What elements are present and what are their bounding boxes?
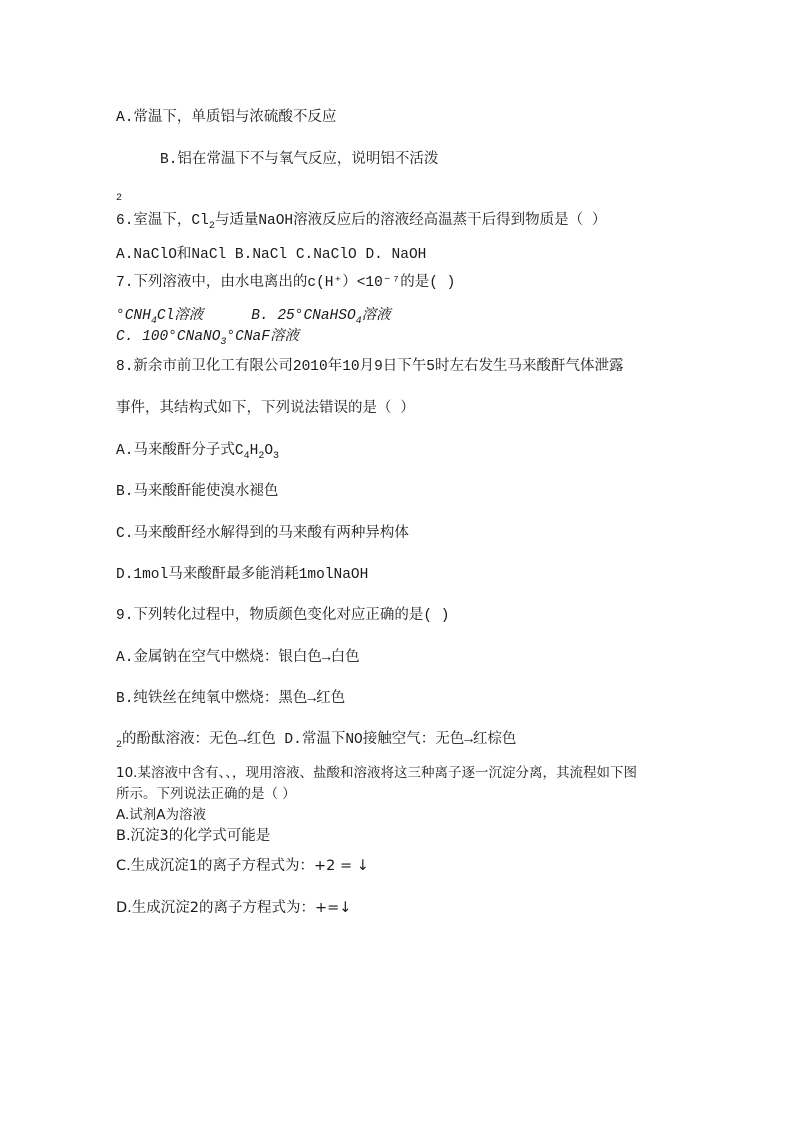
q7-b-post: 溶液 <box>361 308 391 324</box>
question-10-option-c: C.生成沉淀1的离子方程式为：+2 = ↓ <box>116 858 369 874</box>
question-10-option-a: A.试剂A为溶液 <box>116 807 207 823</box>
question-9-option-a: A.金属钠在空气中燃烧：银白色→白色 <box>116 650 360 666</box>
q9-cd-sub: 2 <box>116 739 123 751</box>
question-10-option-d: D.生成沉淀2的离子方程式为：+=↓ <box>116 900 352 916</box>
q7-a-mid: Cl溶液 <box>156 308 204 324</box>
q9-cd-text: 的酚酞溶液：无色→红色 D.常温下NO接触空气：无色→红棕色 <box>122 732 517 748</box>
question-8-option-c: C.马来酸酐经水解得到的马来酸有两种异构体 <box>116 526 409 542</box>
question-10-line1: 10.某溶液中含有、、，现用溶液、盐酸和溶液将这三种离子逐一沉淀分离，其流程如下图 <box>116 765 637 781</box>
q6-subscript: 2 <box>208 220 215 232</box>
question-8-option-d: D.1mol马来酸酐最多能消耗1molNaOH <box>116 567 369 583</box>
q7-a-sub: 4 <box>150 315 157 327</box>
option-a-aluminum: A.常温下，单质铝与浓硫酸不反应 <box>116 110 337 126</box>
q7-b-sub: 4 <box>355 315 362 327</box>
question-7-options-cd <box>116 328 299 352</box>
question-8-option-b: B.马来酸酐能使溴水褪色 <box>116 484 279 500</box>
question-9-option-b: B.纯铁丝在纯氧中燃烧：黑色→红色 <box>116 691 346 707</box>
question-8-line1: 8.新余市前卫化工有限公司2010年10月9日下午5时左右发生马来酸酐气体泄露 <box>116 359 624 375</box>
question-8-line2: 事件，其结构式如下，下列说法错误的是（ ） <box>116 401 415 417</box>
q6-text-pre: 6.室温下，Cl <box>116 213 209 229</box>
q7-b-pre: B. 25°CNaHSO <box>251 308 356 324</box>
q7-c-pre: C. 100°CNaNO <box>116 329 221 345</box>
q6-text-post: 与适量NaOH溶液反应后的溶液经高温蒸干后得到物质是（ ） <box>214 213 607 229</box>
question-9: 9.下列转化过程中，物质颜色变化对应正确的是( ) <box>116 608 450 624</box>
q8-a-mid: H <box>249 443 259 459</box>
question-6-options: A.NaClO和NaCl B.NaCl C.NaClO D. NaOH <box>116 247 427 263</box>
question-10-line2: 所示。下列说法正确的是（ ） <box>116 786 296 802</box>
question-9-options-cd <box>116 731 516 755</box>
q8-a-mid2: O <box>264 443 274 459</box>
question-6 <box>116 212 606 236</box>
q7-c-sub: 3 <box>220 336 227 348</box>
question-10-option-b: B.沉淀3的化学式可能是 <box>116 828 271 844</box>
q7-c-post: °CNaF溶液 <box>226 329 299 345</box>
question-8-option-a <box>116 442 279 466</box>
stray-subscript: 2 <box>116 193 123 204</box>
question-7: 7.下列溶液中，由水电离出的c(H⁺）<10⁻⁷的是( ) <box>116 275 456 291</box>
q8-a-pre: A.马来酸酐分子式C <box>116 443 244 459</box>
q8-a-sub1: 4 <box>243 450 250 462</box>
q7-a-pre: °CNH <box>116 308 151 324</box>
option-b-aluminum: B.铝在常温下不与氧气反应，说明铝不活泼 <box>160 152 439 168</box>
q8-a-sub2: 2 <box>258 450 265 462</box>
q8-a-sub3: 3 <box>273 450 280 462</box>
